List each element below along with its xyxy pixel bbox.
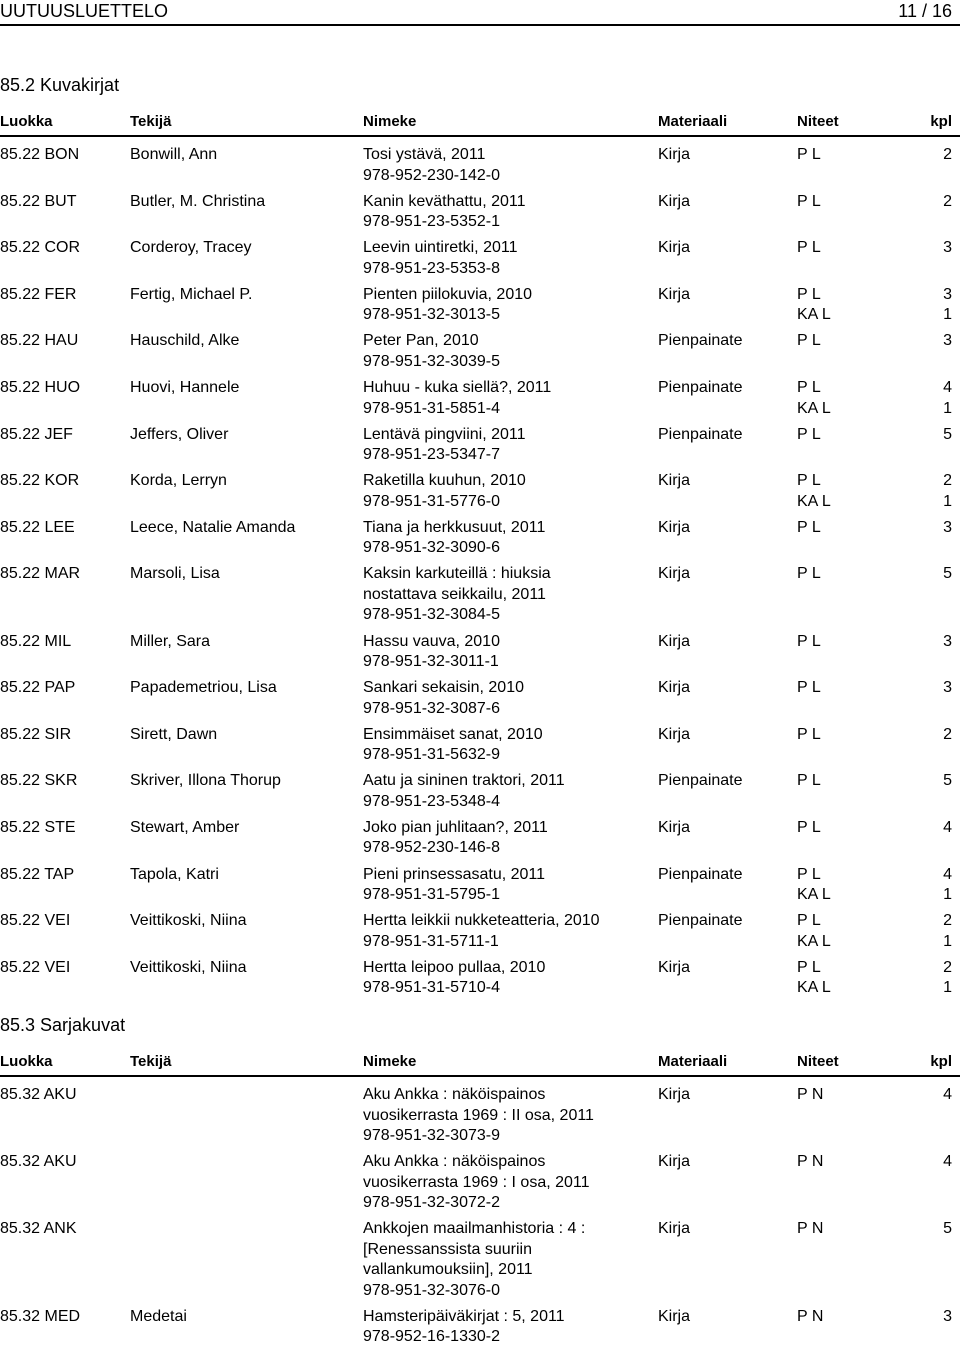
isbn: 978-951-31-5711-1 [363,932,499,950]
isbn: 978-952-230-146-8 [363,839,500,857]
copy-count: 4 [943,379,952,396]
copies-count [943,518,952,539]
copies-count [943,192,952,213]
copy-count: 3 [943,518,952,536]
isbn: 978-951-23-5348-4 [363,792,500,810]
title-block [363,958,545,999]
copies-type [797,145,821,166]
material: Pienpainate [658,772,743,790]
material: Kirja [658,958,691,976]
copies-type [797,564,821,585]
title-line: vuosikerrasta 1969 : I osa, 2011 [363,1173,590,1191]
copy-type: P L [797,518,821,536]
copy-type: P N [797,1086,824,1103]
copy-count: 3 [943,239,952,257]
page-number: 11 / 16 [898,1,952,21]
author: Korda, Lerryn [130,472,227,490]
copies-type [797,632,821,653]
author: Fertig, Michael P. [130,285,253,303]
copy-type: KA L [797,886,831,903]
title-block [363,471,526,512]
copy-type: P L [797,192,821,210]
copies-type [797,725,821,746]
isbn: 978-951-32-3013-5 [363,306,500,324]
copy-count: 2 [943,192,952,210]
copies-count [943,911,952,952]
copies-type [797,425,821,446]
class-code: 85.22 PAP [0,679,76,697]
title-block [363,145,500,186]
isbn: 978-951-32-3084-5 [363,606,500,624]
material: Kirja [658,1086,691,1103]
copy-type: KA L [797,306,831,324]
copies-count [943,771,952,792]
copy-count: 3 [943,1307,952,1325]
copy-type: P L [797,632,821,650]
title-block [363,425,526,466]
copies-type [797,911,831,952]
title-line: Hamsteripäiväkirjat : 5, 2011 [363,1307,565,1325]
isbn: 978-951-31-5776-0 [363,492,500,510]
copy-count: 4 [943,865,952,883]
col-header-niteet: Niteet [797,113,839,130]
author: Skriver, Illona Thorup [130,772,281,790]
col-header-tekija: Tekijä [130,1053,172,1070]
copies-type [797,818,821,839]
copies-count [943,818,952,839]
copies-count [943,285,952,326]
class-code: 85.22 TAP [0,865,75,883]
copy-type: P L [797,679,821,697]
title-line: nostattava seikkailu, 2011 [363,585,546,603]
class-code: 85.22 MAR [0,565,81,583]
title-line: vuosikerrasta 1969 : II osa, 2011 [363,1106,594,1124]
material: Kirja [658,518,691,536]
copy-type: P L [797,332,821,350]
material: Kirja [658,1307,691,1325]
col-header-kpl: kpl [930,113,952,130]
copy-count: 3 [943,632,952,650]
copies-type [797,1307,823,1328]
col-header-niteet: Niteet [797,1053,839,1070]
copy-count: 4 [943,1086,952,1103]
class-code: 85.32 AKU [0,1086,77,1103]
copy-count: 4 [943,1153,952,1170]
title-block [363,1085,594,1147]
copy-type: P N [797,1153,824,1170]
copies-count [943,865,952,906]
title-line: Pieni prinsessasatu, 2011 [363,865,546,883]
copy-type: P L [797,958,821,976]
section-title: 85.2 Kuvakirjat [0,75,120,95]
title-line: Raketilla kuuhun, 2010 [363,472,526,490]
col-header-luokka: Luokka [0,1053,53,1070]
material: Kirja [658,472,691,490]
title-line: Leevin uintiretki, 2011 [363,239,518,257]
copy-count: 4 [943,818,952,836]
copy-count: 3 [943,332,952,350]
col-header-nimeke: Nimeke [363,113,417,130]
class-code: 85.22 HAU [0,332,79,350]
header-rule [0,24,960,26]
copies-count [943,378,952,419]
isbn: 978-952-16-1330-2 [363,1328,500,1345]
copies-type [797,471,831,512]
col-header-tekija: Tekijä [130,113,172,130]
class-code: 85.22 VEI [0,912,71,930]
col-header-materiaali: Materiaali [658,113,728,130]
class-code: 85.22 FER [0,285,77,303]
copy-count: 2 [943,958,952,976]
copy-count: 2 [943,146,952,163]
title-line: Kaksin karkuteillä : hiuksia [363,565,551,583]
header-underline [0,135,960,137]
title-line: [Renessanssista suuriin [363,1240,532,1258]
author: Tapola, Katri [130,865,219,883]
material: Kirja [658,725,691,743]
author: Medetai [130,1307,187,1325]
author: Hauschild, Alke [130,332,240,350]
copies-type [797,958,831,999]
class-code: 85.22 STE [0,818,76,836]
copy-count: 1 [943,492,952,510]
copy-count: 5 [943,565,952,583]
copy-type: KA L [797,492,831,510]
title-block [363,725,543,766]
isbn: 978-951-32-3039-5 [363,352,500,370]
copy-type: P L [797,912,821,930]
isbn: 978-951-31-5795-1 [363,886,500,903]
copy-type: P N [797,1220,824,1237]
title-block [363,1152,590,1214]
copy-type: P L [797,239,821,257]
copy-count: 1 [943,979,952,997]
copy-type: P L [797,146,821,163]
isbn: 978-951-32-3072-2 [363,1194,500,1211]
material: Kirja [658,818,691,836]
author: Stewart, Amber [130,818,240,836]
material: Kirja [658,1153,691,1170]
copy-count: 1 [943,886,952,903]
copy-count: 3 [943,285,952,303]
class-code: 85.22 SKR [0,772,78,790]
title-block [363,564,551,626]
title-block [363,865,545,906]
copies-type [797,1219,823,1240]
copy-type: P N [797,1307,824,1325]
document-title: UUTUUSLUETTELO [0,1,169,21]
isbn: 978-951-32-3090-6 [363,539,500,557]
copies-count [943,958,952,999]
copies-type [797,238,821,259]
material: Pienpainate [658,425,743,443]
isbn: 978-951-31-5851-4 [363,399,500,417]
material: Kirja [658,565,691,583]
class-code: 85.22 VEI [0,958,71,976]
author: Veittikoski, Niina [130,958,247,976]
copies-count [943,678,952,699]
author: Miller, Sara [130,632,211,650]
title-line: Hertta leikkii nukketeatteria, 2010 [363,912,600,930]
copies-type [797,1152,823,1173]
title-block [363,632,500,673]
title-line: Joko pian juhlitaan?, 2011 [363,818,548,836]
title-block [363,678,524,719]
class-code: 85.22 JEF [0,425,73,443]
header-underline [0,1075,960,1077]
title-line: Tiana ja herkkusuut, 2011 [363,518,546,536]
copies-type [797,678,821,699]
copies-type [797,1085,823,1106]
material: Pienpainate [658,865,743,883]
title-line: Sankari sekaisin, 2010 [363,679,524,697]
copy-count: 3 [943,679,952,697]
copy-type: KA L [797,399,831,417]
title-line: vallankumouksiin], 2011 [363,1261,533,1278]
material: Kirja [658,285,691,303]
copy-type: P L [797,772,821,790]
copies-type [797,865,831,906]
copies-count [943,238,952,259]
copy-type: P L [797,565,821,583]
copies-type [797,192,821,213]
title-block [363,1307,565,1348]
title-block [363,378,551,419]
title-line: Ankkojen maailmanhistoria : 4 : [363,1220,586,1237]
class-code: 85.22 COR [0,239,81,257]
class-code: 85.32 ANK [0,1220,77,1237]
isbn: 978-951-32-3076-0 [363,1281,500,1299]
class-code: 85.22 BUT [0,192,77,210]
copy-count: 1 [943,306,952,324]
isbn: 978-951-32-3011-1 [363,653,499,670]
material: Kirja [658,192,691,210]
copy-type: P L [797,285,821,303]
author: Jeffers, Oliver [130,425,229,443]
copy-count: 5 [943,772,952,790]
class-code: 85.22 SIR [0,725,72,743]
copies-count [943,632,952,653]
material: Kirja [658,679,691,697]
title-line: Aatu ja sininen traktori, 2011 [363,772,565,790]
class-code: 85.32 AKU [0,1153,77,1170]
author: Bonwill, Ann [130,146,218,163]
material: Kirja [658,239,691,257]
col-header-nimeke: Nimeke [363,1053,417,1070]
copy-type: P L [797,472,821,490]
title-line: Ensimmäiset sanat, 2010 [363,725,543,743]
title-line: Peter Pan, 2010 [363,332,479,350]
copies-count [943,145,952,166]
author: Butler, M. Christina [130,192,266,210]
copy-type: P L [797,818,821,836]
material: Kirja [658,632,691,650]
title-block [363,238,517,279]
title-line: Pienten piilokuvia, 2010 [363,285,533,303]
author: Marsoli, Lisa [130,565,220,583]
copy-type: P L [797,725,821,743]
copy-count: 1 [943,932,952,950]
title-block [363,818,548,859]
copy-type: P L [797,865,821,883]
title-line: Hertta leipoo pullaa, 2010 [363,958,546,976]
copies-type [797,518,821,539]
section-title: 85.3 Sarjakuvat [0,1015,126,1035]
copy-count: 1 [943,399,952,417]
class-code: 85.22 KOR [0,472,80,490]
copies-type [797,378,831,419]
class-code: 85.22 MIL [0,632,72,650]
material: Kirja [658,146,691,163]
class-code: 85.22 BON [0,146,80,163]
copy-count: 2 [943,472,952,490]
copy-type: P L [797,425,821,443]
copies-count [943,1219,952,1240]
class-code: 85.32 MED [0,1307,81,1325]
author: Papademetriou, Lisa [130,679,277,697]
copies-count [943,471,952,512]
title-line: Aku Ankka : näköispainos [363,1086,546,1103]
title-block [363,518,545,559]
isbn: 978-951-32-3087-6 [363,699,500,717]
title-block [363,192,526,233]
title-line: Aku Ankka : näköispainos [363,1153,546,1170]
copy-type: P L [797,379,821,396]
isbn: 978-951-23-5353-8 [363,259,500,277]
isbn: 978-951-23-5347-7 [363,446,500,464]
copies-count [943,1152,952,1173]
material: Pienpainate [658,379,743,396]
class-code: 85.22 LEE [0,518,75,536]
title-line: Tosi ystävä, 2011 [363,146,486,163]
title-block [363,911,600,952]
copies-count [943,564,952,585]
author: Sirett, Dawn [130,725,218,743]
isbn: 978-951-32-3073-9 [363,1127,500,1144]
copies-type [797,285,831,326]
isbn: 978-951-23-5352-1 [363,213,500,231]
copies-count [943,725,952,746]
isbn: 978-951-31-5632-9 [363,746,500,764]
title-block [363,1219,585,1301]
title-line: Kanin keväthattu, 2011 [363,192,526,210]
copy-type: KA L [797,932,831,950]
copies-type [797,771,821,792]
col-header-luokka: Luokka [0,113,53,130]
title-line: Hassu vauva, 2010 [363,632,500,650]
title-block [363,331,500,372]
copy-type: KA L [797,979,831,997]
title-line: Huhuu - kuka siellä?, 2011 [363,379,552,396]
copy-count: 2 [943,725,952,743]
copy-count: 2 [943,912,952,930]
title-block [363,771,565,812]
class-code: 85.22 HUO [0,379,81,396]
author: Huovi, Hannele [130,379,240,396]
col-header-kpl: kpl [930,1053,952,1070]
title-line: Lentävä pingviini, 2011 [363,425,526,443]
copies-count [943,425,952,446]
copy-count: 5 [943,1220,952,1237]
copies-count [943,1085,952,1106]
material: Pienpainate [658,332,743,350]
copy-count: 5 [943,425,952,443]
copies-count [943,331,952,352]
author: Veittikoski, Niina [130,912,247,930]
author: Corderoy, Tracey [130,239,252,257]
isbn: 978-951-31-5710-4 [363,979,500,997]
isbn: 978-952-230-142-0 [363,166,500,184]
copies-type [797,331,821,352]
copies-count [943,1307,952,1328]
col-header-materiaali: Materiaali [658,1053,728,1070]
title-block [363,285,532,326]
author: Leece, Natalie Amanda [130,518,296,536]
material: Kirja [658,1220,691,1237]
material: Pienpainate [658,912,743,930]
